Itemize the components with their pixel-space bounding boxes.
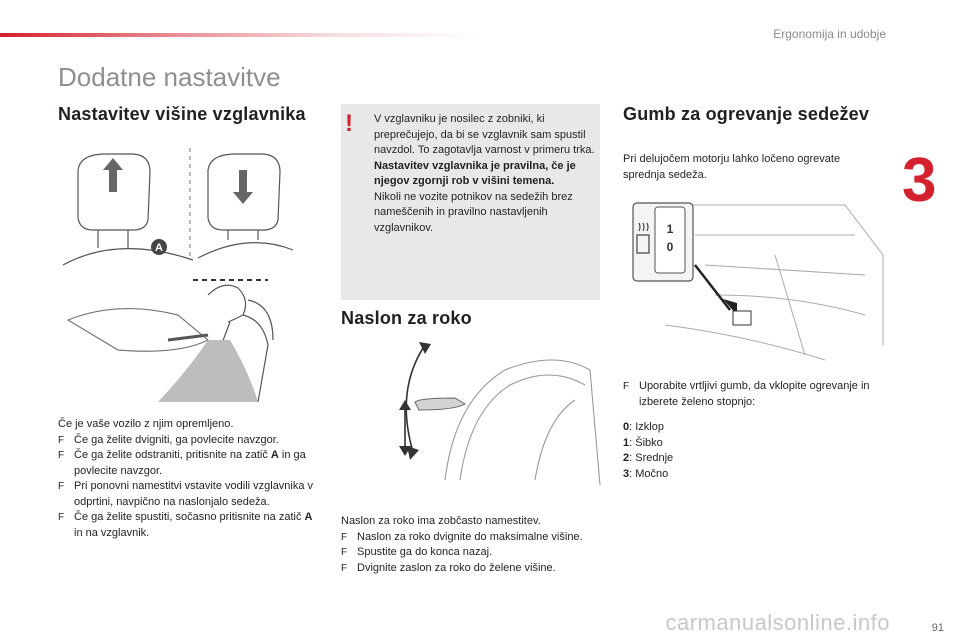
list-item: F Dvignite zaslon za roko do želene višine. bbox=[341, 561, 603, 577]
list-item: F Naslon za roko dvignite do maksimalne višine. bbox=[341, 530, 603, 546]
armrest-heading: Naslon za roko bbox=[341, 308, 472, 328]
callout-a: A bbox=[155, 242, 163, 254]
bullet-icon: F bbox=[341, 547, 348, 558]
bullet-icon: F bbox=[58, 481, 65, 492]
warning-text: V vzglavniku je nosilec z zobniki, ki preprečujejo, da bi se vzglavnik sam spustil navzdol. To zagotavlja varnost v primeru trka. bbox=[374, 113, 595, 156]
bullet-icon: F bbox=[623, 381, 630, 392]
chapter-number: 3 bbox=[902, 146, 937, 215]
armrest-intro: Naslon za roko ima zobčasto namestitev. bbox=[341, 515, 541, 527]
header-accent-bar bbox=[0, 33, 480, 37]
list-item: F Spustite ga do konca nazaj. bbox=[341, 545, 603, 561]
bullet-icon: F bbox=[341, 531, 348, 543]
bullet-icon: F bbox=[58, 450, 65, 461]
headrest-illustration bbox=[58, 140, 338, 402]
page-number: 91 bbox=[931, 622, 944, 634]
warning-icon: ! bbox=[345, 110, 353, 137]
headrest-instructions bbox=[58, 417, 320, 541]
headrest-intro: Če je vaše vozilo z njim opremljeno. bbox=[58, 418, 234, 430]
armrest-illustration bbox=[385, 340, 605, 490]
warning-bold-text: Nastavitev vzglavnika je pravilna, če je njegov zgornji rob v višini temena. bbox=[374, 159, 576, 187]
knob-label-1: 1 bbox=[666, 222, 674, 236]
list-item: F Če ga želite dvigniti, ga povlecite navzgor. bbox=[58, 433, 320, 449]
heating-intro: Pri delujočem motorju lahko ločeno ogrevate sprednja sedeža. bbox=[623, 153, 841, 181]
level-item: 2: Srednje bbox=[623, 452, 674, 464]
section-title: Ergonomija in udobje bbox=[773, 27, 886, 41]
list-item: F Če ga želite odstraniti, pritisnite na zatič A in ga povlecite navzgor. bbox=[58, 449, 306, 477]
heating-instructions bbox=[623, 379, 885, 482]
heating-heading: Gumb za ogrevanje sedežev bbox=[623, 104, 870, 124]
warning-text-2: Nikoli ne vozite potnikov na sedežih brez nameščenih in pravilno nastavljenih vzglavnikov. bbox=[374, 190, 573, 234]
bullet-icon: F bbox=[58, 512, 65, 523]
watermark: carmanualsonline.info bbox=[665, 610, 890, 635]
list-item: F Uporabite vrtljivi gumb, da vklopite ogrevanje in izberete želeno stopnjo: bbox=[623, 380, 870, 408]
level-item: 1: Šibko bbox=[623, 436, 663, 449]
headrest-heading: Nastavitev višine vzglavnika bbox=[58, 104, 306, 124]
list-item: F Pri ponovni namestitvi vstavite vodili vzglavnika v odprtini, navpično na naslonjalo sedeža. bbox=[58, 480, 314, 508]
level-item: 3: Močno bbox=[623, 467, 669, 480]
seat-heating-illustration bbox=[625, 195, 887, 365]
list-item: F Če ga želite spustiti, sočasno pritisnite na zatič A in na vzglavnik. bbox=[58, 511, 313, 539]
warning-box bbox=[341, 104, 600, 300]
page-title: Dodatne nastavitve bbox=[58, 62, 281, 92]
knob-label-0: 0 bbox=[666, 240, 674, 254]
armrest-instructions bbox=[341, 514, 603, 576]
bullet-icon: F bbox=[58, 434, 65, 446]
level-item: 0: Izklop bbox=[623, 421, 664, 433]
bullet-icon: F bbox=[341, 562, 348, 574]
